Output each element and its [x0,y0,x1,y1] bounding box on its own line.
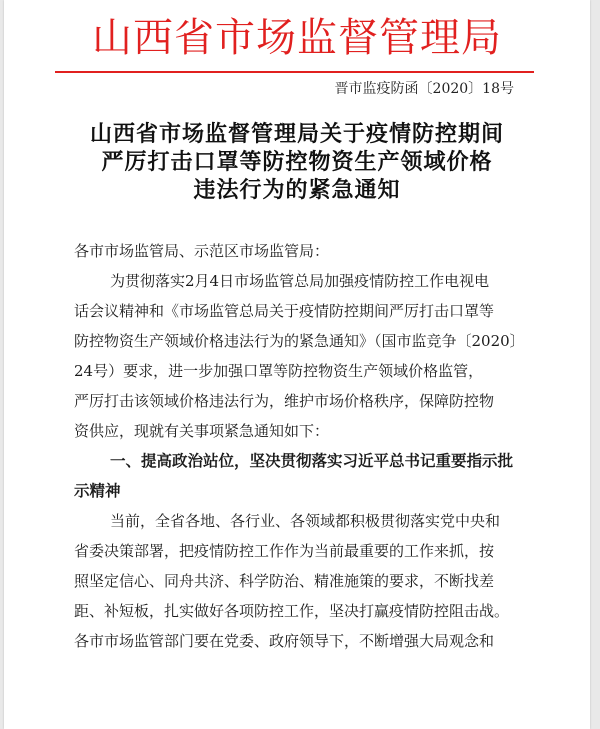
notice-title-line: 山西省市场监督管理局关于疫情防控期间 [89,121,504,147]
paragraph-line: 距、补短板，扎实做好各项防控工作，坚决打赢疫情防控阻击战。 [74,602,510,620]
notice-title [4,120,590,204]
paragraph-line: 省委决策部署，把疫情防控工作作为当前最重要的工作来抓，按 [74,542,495,560]
section-heading-line: 一、提高政治站位，坚决贯彻落实习近平总书记重要指示批 [110,451,514,470]
paragraph-line: 各市市场监管部门要在党委、政府领导下，不断增强大局观念和 [74,632,495,650]
paragraph-line: 24号）要求，进一步加强口罩等防控物资生产领域价格监管， [74,362,484,380]
paragraph-line: 防控物资生产领域价格违法行为的紧急通知》（国市监竞争〔2020〕 [74,332,525,350]
document-page [4,0,590,729]
paragraph-line: 为贯彻落实2月4日市场监管总局加强疫情防控工作电视电 [110,272,490,290]
notice-body [74,236,528,656]
addressee-line: 各市市场监管局、示范区市场监管局： [74,242,330,260]
notice-title-line: 违法行为的紧急通知 [193,177,401,203]
section-heading-line: 示精神 [74,481,121,500]
paragraph-line: 当前，全省各地、各行业、各领域都积极贯彻落实党中央和 [110,512,501,530]
notice-title-line: 严厉打击口罩等防控物资生产领域价格 [101,149,493,175]
paragraph-line: 照坚定信心、同舟共济、科学防治、精准施策的要求，不断找差 [74,572,495,590]
paragraph-line: 话会议精神和《市场监管总局关于疫情防控期间严厉打击口罩等 [74,302,495,320]
paragraph-line: 资供应，现就有关事项紧急通知如下： [74,422,330,440]
document-number: 晋市监疫防函〔2020〕18号 [334,81,514,97]
paragraph-line: 严厉打击该领域价格违法行为，维护市场价格秩序，保障防控物 [74,392,495,410]
header-red-rule [55,71,534,73]
org-header-title: 山西省市场监督管理局 [92,15,502,61]
